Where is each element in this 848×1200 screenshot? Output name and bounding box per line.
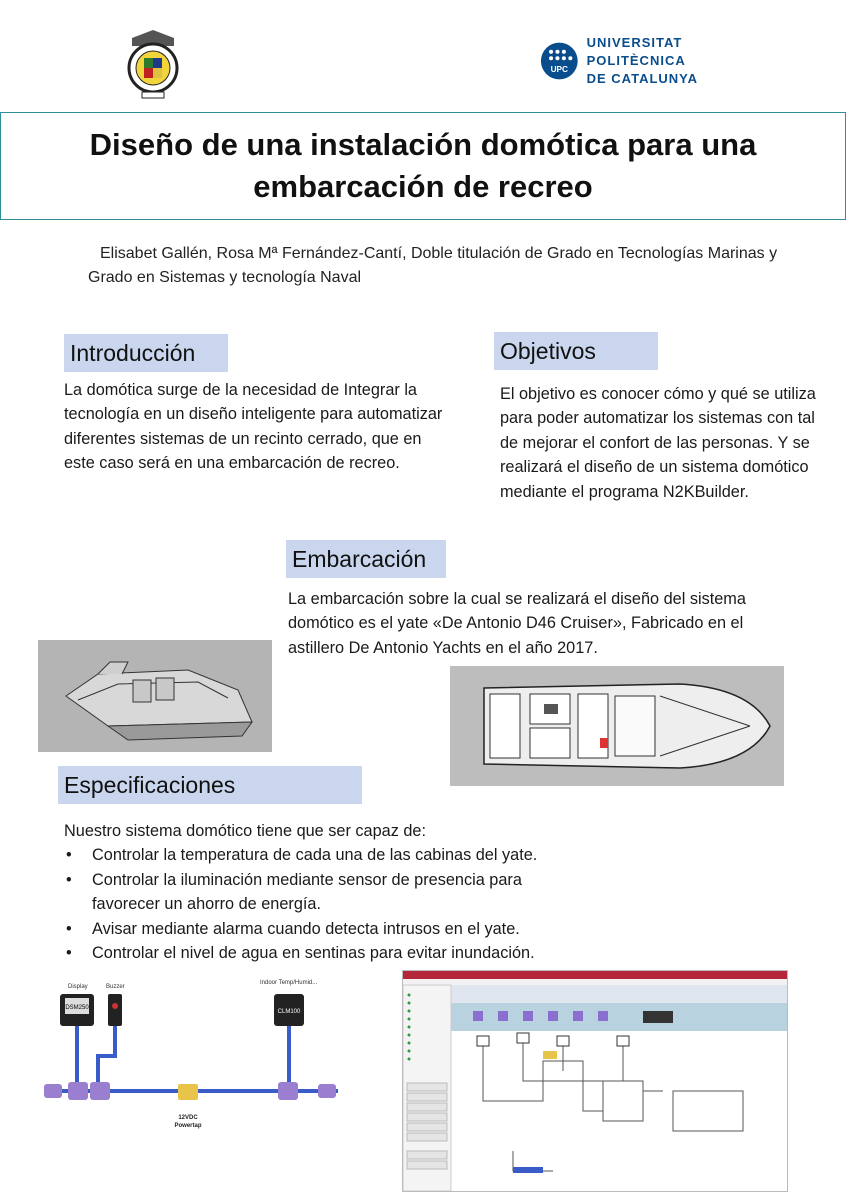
svg-text:Powertap: Powertap [174,1123,202,1129]
title-box [0,112,846,220]
svg-text:CLM100: CLM100 [277,1009,301,1015]
svg-text:Display: Display [68,984,88,990]
intro-heading: Introducción [64,334,228,372]
list-item: • Controlar el nivel de agua en sentinas para evitar inundación. [64,941,664,965]
especificaciones-intro: Nuestro sistema domótico tiene que ser capaz de: [64,822,426,840]
objetivos-heading: Objetivos [494,332,658,370]
authors: Elisabet Gallén, Rosa Mª Fernández-Cantí, Doble titulación de Grado en Tecnologías Marinas y Grado en Sistemas y tecnología Naval [88,245,778,286]
n2kbuilder-screenshot [402,970,788,1192]
svg-text:12VDC: 12VDC [178,1115,198,1121]
embarcacion-text: La embarcación sobre la cual se realizará el diseño del sistema domótico es el yate «De Antonio D46 Cruiser», Fabricado en el astillero De Antonio Yachts en el año 2017. [288,590,746,657]
upc-emblem-icon [540,40,579,82]
especificaciones-list [64,843,664,965]
upc-name-line1: UNIVERSITAT POLITÈCNICA [586,35,686,68]
boat-3d-render [38,640,272,752]
poster-title: Diseño de una instalación domótica para una embarcación de recreo [89,127,757,204]
list-item: • Controlar la temperatura de cada una de las cabinas del yate. [64,843,664,867]
especificaciones-body [64,819,664,965]
school-crest-logo [124,28,182,100]
nmea-wiring-diagram [38,976,388,1146]
objetivos-text: El objetivo es conocer cómo y qué se utiliza para poder automatizar los sistemas con tal de mejorar el confort de las personas. Y se realizará el diseño de un sistema domótico mediante el programa N2KBuilder. [500,385,816,501]
svg-text:UPC: UPC [550,65,569,75]
upc-logo [540,35,770,86]
embarcacion-heading: Embarcación [286,540,446,578]
upc-name-line2: DE CATALUNYA [586,71,699,86]
list-item: • Avisar mediante alarma cuando detecta intrusos en el yate. [64,917,664,941]
especificaciones-heading: Especificaciones [58,766,362,804]
svg-text:Buzzer: Buzzer [106,984,125,990]
intro-text: La domótica surge de la necesidad de Integrar la tecnología en un diseño inteligente para automatizar diferentes sistemas de un recinto cerrado, que en este caso será en una embarcación de recreo. [64,381,443,473]
svg-text:Indoor Temp/Humid...: Indoor Temp/Humid... [260,980,318,986]
svg-text:DSM250: DSM250 [65,1005,89,1011]
boat-top-view [450,666,784,786]
list-item: • Controlar la iluminación mediante sensor de presencia para favorecer un ahorro de energía. [64,868,552,917]
